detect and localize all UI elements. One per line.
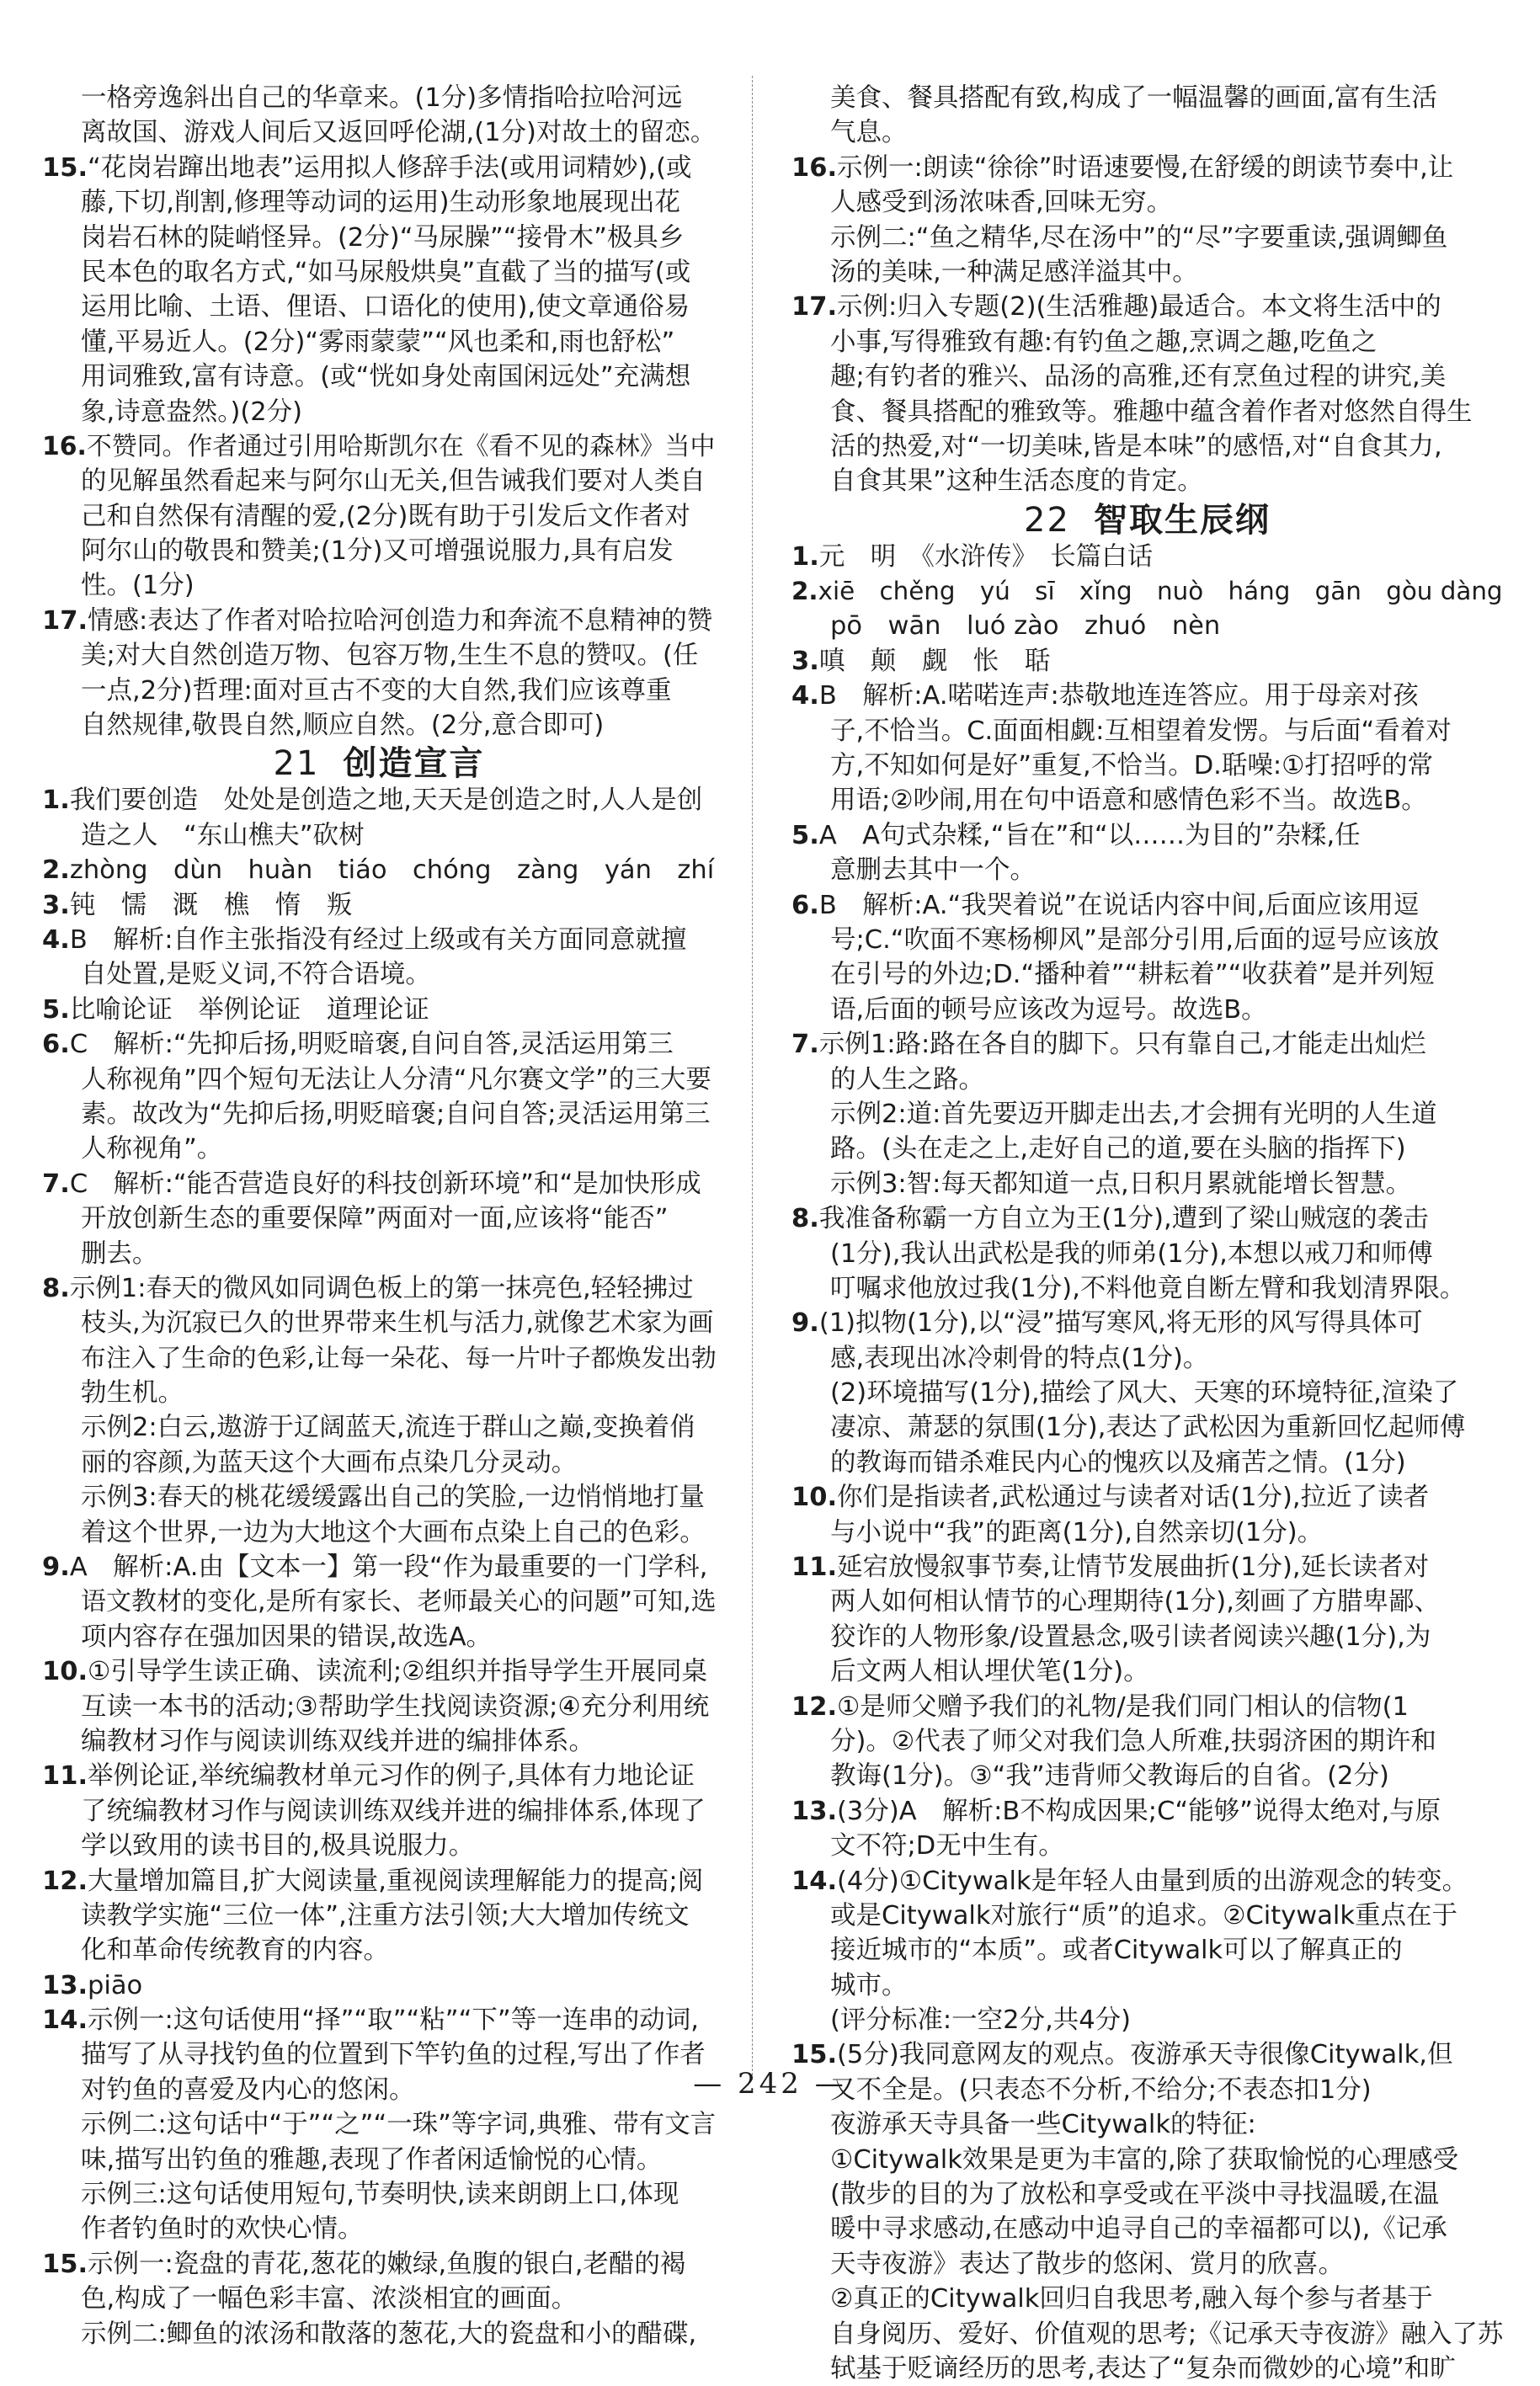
answer-item-line: 4.B 解析:自作主张指没有经过上级或有关方面同意就擅	[42, 923, 716, 957]
answer-item-line: 10.你们是指读者,武松通过与读者对话(1分),拉近了读者	[791, 1480, 1503, 1515]
section-title: 创造宣言	[343, 744, 485, 784]
question-number: 15.	[42, 152, 88, 183]
answer-text-line: 天寺夜游》表达了散步的悠闲、赏月的欣喜。	[830, 2249, 1344, 2279]
answer-text-line: 示例二:这句话中“于”“之”“一珠”等字词,典雅、带有文言	[81, 2110, 717, 2140]
answer-text-line: 藤,下切,削割,修理等动词的运用)生动形象地展现出花	[81, 188, 680, 218]
answer-text-line: ②真正的Citywalk回归自我思考,融入每个参与者基于	[830, 2284, 1433, 2314]
answer-item-line: 17.示例:归入专题(2)(生活雅趣)最适合。本文将生活中的	[791, 290, 1503, 324]
section-heading	[791, 496, 1503, 545]
answer-text-line: 文不符;D无中生有。	[830, 1831, 1064, 1861]
answer-item-line: 9.A 解析:A.由【文本一】第一段“作为最重要的一门学科,	[42, 1550, 716, 1584]
answer-text-line: 号;C.“吹面不寒杨柳风”是部分引用,后面的逗号应该放	[830, 924, 1440, 955]
question-number: 17.	[42, 605, 88, 636]
section-number: 22	[1024, 500, 1070, 540]
answer-text-line: 狡诈的人物形象/设置悬念,吸引读者阅读兴趣(1分),为	[830, 1622, 1431, 1652]
left-column	[42, 81, 716, 2351]
question-number: 12.	[791, 1691, 838, 1722]
answer-text-line: 又不全是。(只表态不分析,不给分;不表态扣1分)	[830, 2074, 1372, 2105]
answer-text-line: 美;对大自然创造万物、包容万物,生生不息的赞叹。(任	[81, 641, 699, 671]
answer-item-line: 12.大量增加篇目,扩大阅读量,重视阅读理解能力的提高;阅	[42, 1864, 716, 1899]
answer-text-line: 岗岩石林的陡峭怪异。(2分)“马尿臊”“接骨木”极具乡	[81, 222, 685, 253]
question-number: 3.	[42, 890, 70, 920]
question-number: 16.	[791, 152, 838, 183]
answer-text-line: 自食其果”这种生活态度的肯定。	[830, 466, 1203, 497]
question-number: 11.	[42, 1761, 88, 1792]
answer-text-line: 暖中寻求感动,在感动中追寻自己的幸福都可以),《记承	[830, 2214, 1447, 2245]
answer-text-line: 凄凉、萧瑟的氛围(1分),表达了武松因为重新回忆起师傅	[830, 1413, 1466, 1443]
answer-text-line: 示例2:白云,遨游于辽阔蓝天,流连于群山之巅,变换着俏	[81, 1413, 695, 1443]
question-number: 9.	[791, 1308, 819, 1339]
answer-text-line: 色,构成了一幅色彩丰富、浓淡相宜的画面。	[81, 2284, 578, 2314]
question-number: 6.	[791, 890, 819, 920]
answer-text-line: 离故国、游戏人间后又返回呼伦湖,(1分)对故土的留恋。	[81, 118, 717, 148]
answer-item-line: 14.(4分)①Citywalk是年轻人由量到质的出游观念的转变。	[791, 1864, 1503, 1899]
question-number: 17.	[791, 292, 838, 322]
answer-text-line: 人称视角”四个短句无法让人分清“凡尔赛文学”的三大要	[81, 1064, 711, 1094]
question-number: 6.	[42, 1030, 70, 1060]
section-number: 21	[273, 744, 320, 784]
answer-text-line: 食、餐具搭配的雅致等。雅趣中蕴含着作者对悠然自得生	[830, 397, 1473, 427]
answer-text-line: (评分标准:一空2分,共4分)	[830, 2005, 1132, 2036]
question-number: 13.	[791, 1796, 838, 1826]
answer-text-line: 民本色的取名方式,“如马尿般烘臭”直截了当的描写(或	[81, 257, 691, 287]
answer-text-line: 性。(1分)	[81, 571, 194, 601]
answer-text-line: 懂,平易近人。(2分)“雾雨蒙蒙”“风也柔和,雨也舒松”	[81, 327, 675, 357]
answer-text-line: (散步的目的为了放松和享受或在平淡中寻找温暖,在温	[830, 2180, 1440, 2210]
answer-text-line: 勃生机。	[81, 1378, 184, 1409]
answer-text-line: 用词雅致,富有诗意。(或“恍如身处南国闲远处”充满想	[81, 362, 691, 392]
answer-text-line: 或是Citywalk对旅行“质”的追求。②Citywalk重点在于	[830, 1900, 1458, 1931]
answer-item-line: 4.B 解析:A.喏喏连声:恭敬地连连答应。用于母亲对孩	[791, 679, 1503, 713]
answer-item-line: 5.A A句式杂糅,“旨在”和“以……为目的”杂糅,任	[791, 818, 1503, 853]
answer-text-line: 夜游承天寺具备一些Citywalk的特征:	[830, 2110, 1256, 2140]
answer-item-line: 13.(3分)A 解析:B不构成因果;C“能够”说得太绝对,与原	[791, 1794, 1503, 1829]
answer-text-line: 美食、餐具搭配有致,构成了一幅温馨的画面,富有生活	[830, 83, 1437, 113]
answer-item-line: 15.“花岗岩蹿出地表”运用拟人修辞手法(或用词精妙),(或	[42, 151, 716, 185]
answer-text-line: 与小说中“我”的距离(1分),自然亲切(1分)。	[830, 1517, 1324, 1547]
question-number: 15.	[42, 2249, 88, 2279]
answer-item-line: 12.①是师父赠予我们的礼物/是我们同门相认的信物(1	[791, 1690, 1503, 1724]
answer-text-line: 后文两人相认埋伏笔(1分)。	[830, 1657, 1149, 1687]
answer-text-line: 意删去其中一个。	[830, 855, 1036, 886]
answer-item-line: 6.C 解析:“先抑后扬,明贬暗褒,自问自答,灵活运用第三	[42, 1027, 716, 1062]
answer-text-line: 造之人 “东山樵夫”砍树	[81, 820, 365, 850]
answer-item-line: 3.钝 懦 溉 樵 惰 叛	[42, 888, 716, 923]
answer-item-line: 8.我准备称霸一方自立为王(1分),遭到了梁山贼寇的袭击	[791, 1201, 1503, 1236]
answer-text-line: 象,诗意盎然。)(2分)	[81, 397, 303, 427]
question-number: 11.	[791, 1552, 838, 1583]
answer-item-line: 11.延宕放慢叙事节奏,让情节发展曲折(1分),延长读者对	[791, 1550, 1503, 1584]
answer-text-line: 运用比喻、土语、俚语、口语化的使用),使文章通俗易	[81, 292, 690, 322]
answer-text-line: (2)环境描写(1分),描绘了风大、天寒的环境特征,渲染了	[830, 1378, 1459, 1409]
answer-text-line: 互读一本书的活动;③帮助学生找阅读资源;④充分利用统	[81, 1691, 710, 1722]
answer-item-line: 15.示例一:瓷盘的青花,葱花的嫩绿,鱼腹的银白,老醋的褐	[42, 2247, 716, 2282]
answer-text-line: 丽的容颜,为蓝天这个大画布点染几分灵动。	[81, 1447, 578, 1478]
answer-text-line: 两人如何相认情节的心理期待(1分),刻画了方腊卑鄙、	[830, 1587, 1440, 1617]
answer-item-line: 1.元 明 《水浒传》 长篇白话	[791, 540, 1503, 574]
answer-text-line: 汤的美味,一种满足感洋溢其中。	[830, 257, 1198, 287]
answer-text-line: 叮嘱求他放过我(1分),不料他竟自断左臂和我划清界限。	[830, 1273, 1466, 1303]
answer-text-line: 化和革命传统教育的内容。	[81, 1936, 389, 1966]
question-number: 13.	[42, 1970, 88, 2000]
answer-text-line: 示例2:道:首先要迈开脚走出去,才会拥有光明的人生道	[830, 1099, 1437, 1129]
question-number: 5.	[791, 820, 819, 850]
answer-item-line: 2.zhòng dùn huàn tiáo chóng zàng yán zhí	[42, 853, 716, 887]
answer-text-line: 己和自然保有清醒的爱,(2分)既有助于引发后文作者对	[81, 501, 690, 531]
answer-text-line: 在引号的外边;D.“播种着”“耕耘着”“收获着”是并列短	[830, 960, 1435, 990]
question-number: 2.	[42, 855, 70, 886]
answer-text-line: 人感受到汤浓味香,回味无穷。	[830, 188, 1173, 218]
answer-item-line: 3.嗔 颠 觑 怅 聒	[791, 644, 1503, 679]
answer-text-line: 示例二:鲫鱼的浓汤和散落的葱花,大的瓷盘和小的醋碟,	[81, 2319, 697, 2349]
question-number: 10.	[791, 1483, 838, 1513]
answer-text-line: 的教诲而错杀难民内心的愧疚以及痛苦之情。(1分)	[830, 1447, 1406, 1478]
answer-text-line: 着这个世界,一边为大地这个大画布点染上自己的色彩。	[81, 1517, 706, 1547]
question-number: 8.	[791, 1204, 819, 1234]
answer-text-line: ①Citywalk效果是更为丰富的,除了获取愉悦的心理感受	[830, 2144, 1459, 2175]
answer-item-line: 10.①引导学生读正确、读流利;②组织并指导学生开展同桌	[42, 1654, 716, 1689]
answer-text-line: 描写了从寻找钓鱼的位置到下竿钓鱼的过程,写出了作者	[81, 2040, 706, 2070]
answer-item-line: 17.情感:表达了作者对哈拉哈河创造力和奔流不息精神的赞	[42, 604, 716, 638]
answer-text-line: 的人生之路。	[830, 1064, 984, 1094]
answer-text-line: 示例二:“鱼之精华,尽在汤中”的“尽”字要重读,强调鲫鱼	[830, 222, 1448, 253]
question-number: 3.	[791, 646, 819, 676]
answer-text-line: 自然规律,敬畏自然,顺应自然。(2分,意合即可)	[81, 711, 605, 741]
question-number: 8.	[42, 1273, 70, 1303]
answer-item-line: 6.B 解析:A.“我哭着说”在说话内容中间,后面应该用逗	[791, 888, 1503, 923]
answer-text-line: pō wān luó zào zhuó nèn	[830, 611, 1221, 642]
answer-item-line: 7.示例1:路:路在各自的脚下。只有靠自己,才能走出灿烂	[791, 1027, 1503, 1062]
answer-text-line: 分)。②代表了师父对我们急人所难,扶弱济困的期许和	[830, 1726, 1436, 1756]
answer-item-line: 13.piāo	[42, 1968, 716, 2003]
answer-text-line: 活的热爱,对“一切美味,皆是本味”的感悟,对“自食其力,	[830, 431, 1442, 461]
question-number: 12.	[42, 1866, 88, 1896]
answer-text-line: 项内容存在强加因果的错误,故选A。	[81, 1622, 493, 1652]
column-divider	[752, 76, 753, 2080]
answer-text-line: 示例3:智:每天都知道一点,日积月累就能增长智慧。	[830, 1169, 1412, 1199]
answer-text-line: 小事,写得雅致有趣:有钓鱼之趣,烹调之趣,吃鱼之	[830, 327, 1377, 357]
question-number: 7.	[791, 1030, 819, 1060]
answer-text-line: 自身阅历、爱好、价值观的思考;《记承天寺夜游》融入了苏	[830, 2319, 1504, 2349]
answer-item-line: 16.不赞同。作者通过引用哈斯凯尔在《看不见的森林》当中	[42, 429, 716, 464]
answer-text-line: 自处置,是贬义词,不符合语境。	[81, 960, 431, 990]
answer-text-line: 读教学实施“三位一体”,注重方法引领;大大增加传统文	[81, 1900, 690, 1931]
answer-text-line: 示例三:这句话使用短句,节奏明快,读来朗朗上口,体现	[81, 2180, 679, 2210]
answer-item-line: 7.C 解析:“能否营造良好的科技创新环境”和“是加快形成	[42, 1167, 716, 1201]
answer-text-line: 气息。	[830, 118, 908, 148]
answer-text-line: 开放创新生态的重要保障”两面对一面,应该将“能否”	[81, 1204, 669, 1234]
answer-text-line: 作者钓鱼时的欢快心情。	[81, 2214, 364, 2245]
question-number: 4.	[42, 924, 70, 955]
answer-item-line: 16.示例一:朗读“徐徐”时语速要慢,在舒缓的朗读节奏中,让	[791, 151, 1503, 185]
answer-text-line: 用语;②吵闹,用在句中语意和感情色彩不当。故选B。	[830, 786, 1427, 816]
answer-text-line: 轼基于贬谪经历的思考,表达了“复杂而微妙的心境”和旷	[830, 2354, 1456, 2383]
answer-text-line: 示例3:春天的桃花缓缓露出自己的笑脸,一边悄悄地打量	[81, 1483, 705, 1513]
answer-text-line: 一点,2分)哲理:面对亘古不变的大自然,我们应该尊重	[81, 675, 672, 706]
answer-item-line: 14.示例一:这句话使用“择”“取”“粘”“下”等一连串的动词,	[42, 2003, 716, 2037]
question-number: 4.	[791, 681, 819, 711]
answer-text-line: 人称视角”。	[81, 1134, 223, 1164]
answer-text-line: 语文教材的变化,是所有家长、老师最关心的问题”可知,选	[81, 1587, 717, 1617]
question-number: 1.	[791, 541, 819, 572]
answer-text-line: 子,不恰当。C.面面相觑:互相望着发愣。与后面“看着对	[830, 716, 1452, 746]
answer-text-line: 接近城市的“本质”。或者Citywalk可以了解真正的	[830, 1936, 1403, 1966]
question-number: 15.	[791, 2040, 838, 2070]
question-number: 14.	[42, 2005, 88, 2036]
question-number: 1.	[42, 786, 70, 816]
answer-item-line: 5.比喻论证 举例论证 道理论证	[42, 993, 716, 1027]
question-number: 7.	[42, 1169, 70, 1199]
answer-item-line: 9.(1)拟物(1分),以“浸”描写寒风,将无形的风写得具体可	[791, 1306, 1503, 1340]
answer-text-line: 路。(头在走之上,走好自己的道,要在头脑的指挥下)	[830, 1134, 1406, 1164]
answer-text-line: 枝头,为沉寂已久的世界带来生机与活力,就像艺术家为画	[81, 1308, 714, 1339]
answer-item-line: 2.xiē chěng yú sī xǐng nuò háng gān gòu dàng	[791, 574, 1503, 609]
answer-item-line: 1.我们要创造 处处是创造之地,天天是创造之时,人人是创	[42, 783, 716, 818]
answer-item-line: 15.(5分)我同意网友的观点。夜游承天寺很像Citywalk,但	[791, 2037, 1503, 2072]
answer-text-line: 教诲(1分)。③“我”违背师父教诲后的自省。(2分)	[830, 1761, 1389, 1792]
answer-text-line: 学以致用的读书目的,极具说服力。	[81, 1831, 475, 1861]
question-number: 10.	[42, 1657, 88, 1687]
answer-text-line: 对钓鱼的喜爱及内心的悠闲。	[81, 2074, 415, 2105]
question-number: 2.	[791, 577, 818, 606]
question-number: 9.	[42, 1552, 70, 1583]
answer-text-line: 方,不知如何是好”重复,不恰当。D.聒噪:①打招呼的常	[830, 751, 1433, 781]
section-heading	[42, 739, 716, 788]
right-column	[791, 81, 1503, 2386]
question-number: 5.	[42, 994, 70, 1025]
answer-text-line: 城市。	[830, 1970, 908, 2000]
answer-text-line: 阿尔山的敬畏和赞美;(1分)又可增强说服力,具有启发	[81, 536, 674, 567]
answer-text-line: 趣;有钓者的雅兴、品汤的高雅,还有烹鱼过程的讲究,美	[830, 362, 1447, 392]
answer-item-line: 8.示例1:春天的微风如同调色板上的第一抹亮色,轻轻拂过	[42, 1271, 716, 1306]
answer-text-line: 一格旁逸斜出自己的华章来。(1分)多情指哈拉哈河远	[81, 83, 683, 113]
answer-text-line: 删去。	[81, 1238, 158, 1269]
page-number: — 242 —	[693, 2067, 847, 2101]
question-number: 16.	[42, 431, 87, 461]
answer-text-line: 布注入了生命的色彩,让每一朵花、每一片叶子都焕发出勃	[81, 1343, 717, 1373]
answer-text-line: 语,后面的顿号应该改为逗号。故选B。	[830, 994, 1267, 1025]
answer-text-line: 编教材习作与阅读训练双线并进的编排体系。	[81, 1726, 594, 1756]
answer-text-line: 素。故改为“先抑后扬,明贬暗褒;自问自答;灵活运用第三	[81, 1099, 711, 1129]
answer-text-line: 感,表现出冰冷刺骨的特点(1分)。	[830, 1343, 1209, 1373]
answer-text-line: 的见解虽然看起来与阿尔山无关,但告诫我们要对人类自	[81, 466, 706, 497]
answer-text-line: (1分),我认出武松是我的师弟(1分),本想以戒刀和师傅	[830, 1238, 1433, 1269]
section-title: 智取生辰纲	[1093, 500, 1271, 540]
answer-item-line: 11.举例论证,举统编教材单元习作的例子,具体有力地论证	[42, 1759, 716, 1793]
answer-text-line: 味,描写出钓鱼的雅趣,表现了作者闲适愉悦的心情。	[81, 2144, 663, 2175]
answer-text-line: 了统编教材习作与阅读训练双线并进的编排体系,体现了	[81, 1796, 706, 1826]
question-number: 14.	[791, 1866, 838, 1896]
